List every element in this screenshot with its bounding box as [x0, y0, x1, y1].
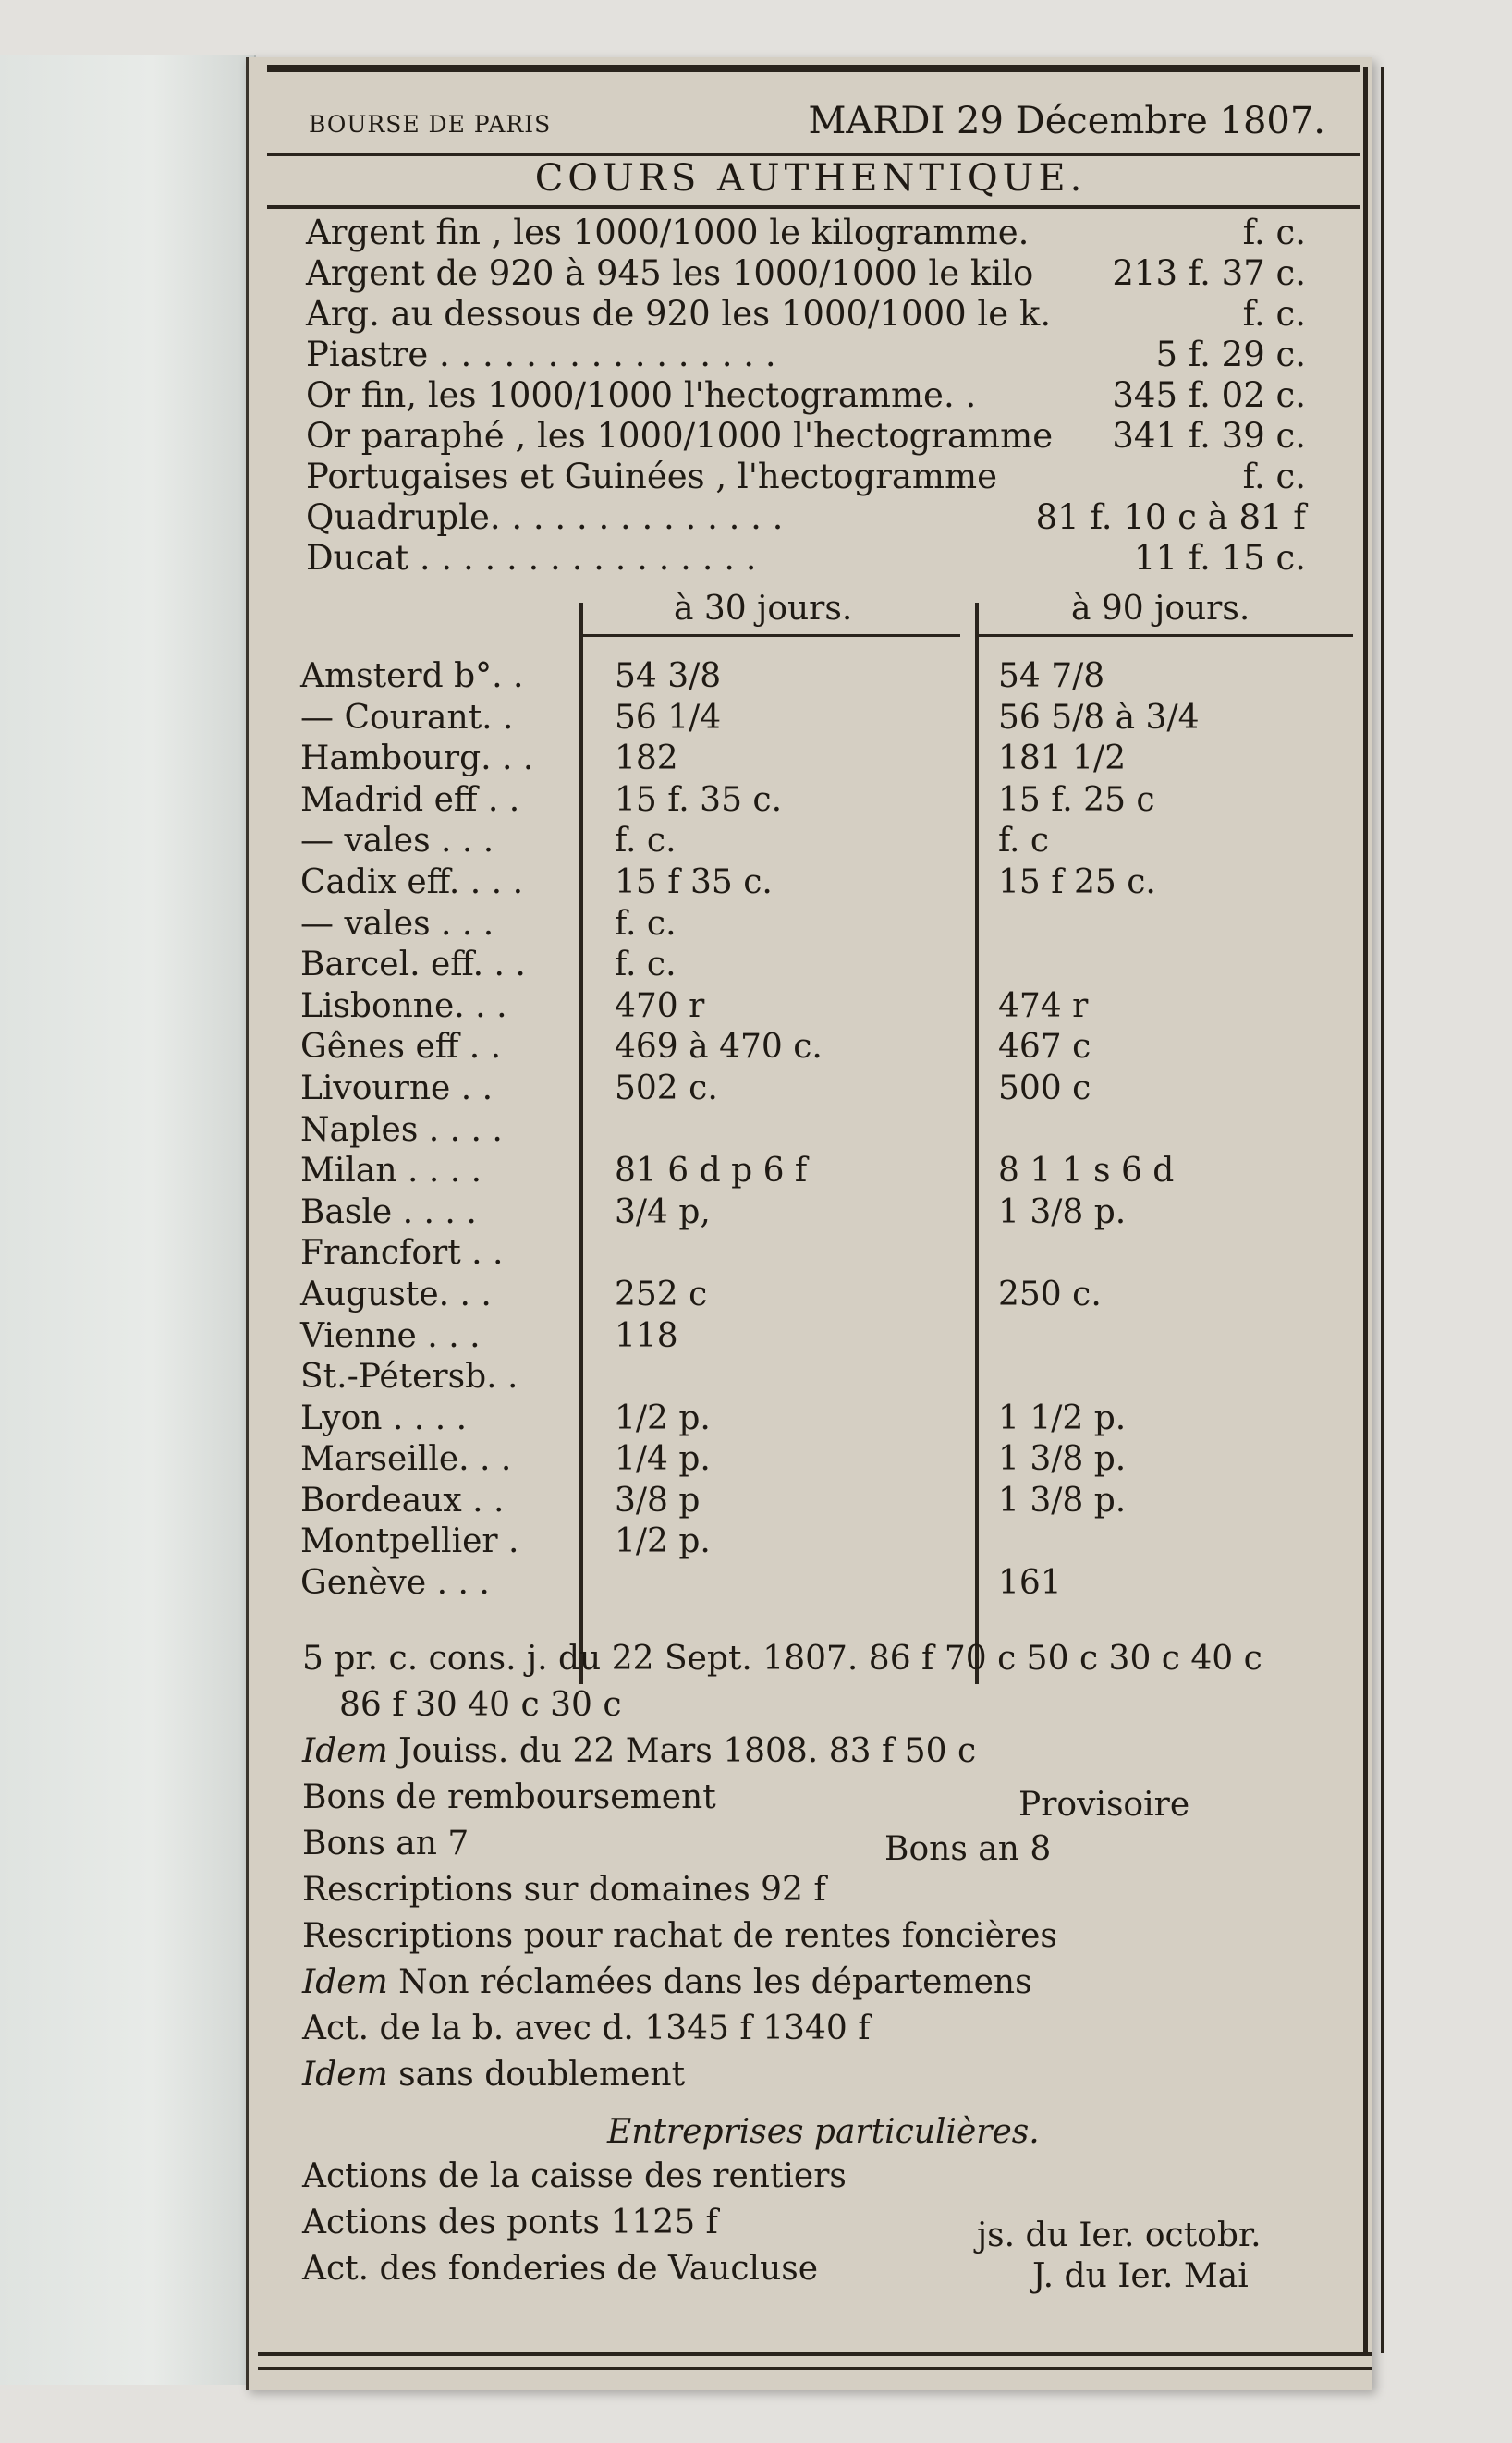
rentes-line — [302, 1960, 1347, 2006]
rate-30: 56 1/4 — [615, 698, 722, 737]
metal-label: Portugaises et Guinées , l'hectogramme — [306, 457, 998, 496]
metal-row — [306, 416, 1332, 457]
bons-an-7: Bons an 7 — [302, 1825, 469, 1863]
rate-30: 54 3/8 — [615, 657, 722, 695]
rate-90: 474 r — [998, 986, 1089, 1025]
rate-90: 181 1/2 — [998, 739, 1127, 778]
idem-label: Idem — [302, 1963, 388, 2001]
idem-label: Idem — [302, 1732, 388, 1770]
column-header-30-jours: à 30 jours. — [674, 590, 853, 628]
table-row — [300, 1357, 1354, 1399]
exchange-table — [300, 656, 1354, 1605]
rentes-line — [302, 1728, 1347, 1775]
table-row — [300, 1563, 1354, 1605]
rescriptions-rachat: Rescriptions pour rachat de rentes foncières — [302, 1917, 1057, 1955]
city-name: — Courant. . — [300, 698, 514, 737]
bons-remboursement: Bons de remboursement — [302, 1778, 716, 1816]
entreprises-heading: Entreprises particulières. — [607, 2113, 1040, 2151]
ponts-jouissance: js. du Ier. octobr. — [977, 2217, 1262, 2254]
city-name: Amsterd b°. . — [300, 657, 524, 695]
city-name: Barcel. eff. . . — [300, 946, 526, 984]
rate-30: 470 r — [615, 986, 705, 1025]
rate-90: 500 c — [998, 1069, 1091, 1107]
table-row — [300, 698, 1354, 739]
metal-price: f. c. — [1242, 213, 1306, 252]
metal-label: Arg. au dessous de 920 les 1000/1000 le k. — [306, 294, 1052, 334]
city-name: Bordeaux . . — [300, 1481, 505, 1520]
bons-an-8: Bons an 8 — [884, 1830, 1052, 1868]
metal-row — [306, 538, 1332, 579]
rate-30: 469 à 470 c. — [615, 1028, 823, 1067]
rate-90: f. c — [998, 822, 1050, 861]
table-row — [300, 821, 1354, 862]
rate-30: 502 c. — [615, 1069, 718, 1107]
rescriptions-domaines: Rescriptions sur domaines 92 f — [302, 1871, 826, 1909]
table-row — [300, 1439, 1354, 1481]
rentes-line — [302, 1682, 1347, 1728]
city-name: Vienne . . . — [300, 1316, 481, 1355]
metal-label: Ducat . . . . . . . . . . . . . . . . — [306, 538, 757, 578]
metal-label: Or fin, les 1000/1000 l'hectogramme. . — [306, 375, 977, 415]
city-name: Francfort . . — [300, 1234, 504, 1273]
table-row — [300, 1233, 1354, 1275]
rate-30: 3/8 p — [615, 1481, 701, 1520]
rentes-line — [302, 1913, 1347, 1960]
rate-90: 54 7/8 — [998, 657, 1105, 695]
rate-30: 1/2 p. — [615, 1522, 711, 1561]
table-row — [300, 656, 1354, 698]
city-name: Gênes eff . . — [300, 1028, 502, 1067]
table-row — [300, 1027, 1354, 1069]
header — [309, 96, 1325, 152]
rate-90: 56 5/8 à 3/4 — [998, 698, 1200, 737]
header-rule — [267, 153, 1360, 156]
metal-row — [306, 213, 1332, 253]
city-name: Lyon . . . . — [300, 1399, 468, 1437]
rate-30: 118 — [615, 1316, 678, 1355]
consolides-line: 5 pr. c. cons. j. du 22 Sept. 1807. 86 f 70 c 50 c 30 c 40 c — [302, 1640, 1262, 1678]
column-rule-30 — [581, 634, 960, 637]
metal-price: 11 f. 15 c. — [1133, 538, 1306, 578]
table-row — [300, 1481, 1354, 1522]
metal-price: f. c. — [1242, 294, 1306, 334]
table-row — [300, 1192, 1354, 1234]
rentes-line — [302, 1867, 1347, 1913]
rate-30: 1/2 p. — [615, 1399, 711, 1437]
rate-90: 467 c — [998, 1028, 1091, 1067]
fonderies-vaucluse: Act. des fonderies de Vaucluse — [302, 2250, 819, 2288]
metals-list — [306, 213, 1332, 579]
rate-90: 1 3/8 p. — [998, 1192, 1127, 1231]
sans-doublement: sans doublement — [398, 2056, 686, 2094]
city-name: Milan . . . . — [300, 1152, 482, 1191]
title-rule — [267, 205, 1360, 209]
metal-row — [306, 253, 1332, 294]
metal-price: 345 f. 02 c. — [1112, 375, 1306, 415]
table-row — [300, 739, 1354, 780]
idem-non-reclamees-line — [302, 1960, 1032, 2006]
fonderies-jouissance: J. du Ier. Mai — [1032, 2257, 1249, 2295]
idem-jouiss-line — [302, 1728, 976, 1775]
bottom-border — [258, 2352, 1372, 2370]
actions-ponts: Actions des ponts 1125 f — [302, 2204, 718, 2241]
rate-30: 1/4 p. — [615, 1440, 711, 1479]
rentes-line — [302, 1636, 1347, 1682]
table-row — [300, 1151, 1354, 1192]
city-name: Auguste. . . — [300, 1275, 492, 1313]
rate-30: 81 6 d p 6 f — [615, 1152, 808, 1191]
jouiss-text: Jouiss. du 22 Mars 1808. 83 f 50 c — [398, 1732, 977, 1770]
city-name: Hambourg. . . — [300, 739, 534, 778]
table-row — [300, 862, 1354, 904]
rate-90: 1 3/8 p. — [998, 1440, 1127, 1479]
metal-label: Quadruple. . . . . . . . . . . . . . — [306, 497, 784, 537]
metal-price: 341 f. 39 c. — [1112, 416, 1306, 456]
rate-30: f. c. — [615, 904, 677, 943]
city-name: Basle . . . . — [300, 1192, 477, 1231]
rate-30: f. c. — [615, 946, 677, 984]
rate-30: f. c. — [615, 822, 677, 861]
city-name: — vales . . . — [300, 904, 494, 943]
table-row — [300, 1069, 1354, 1110]
table-row — [300, 1110, 1354, 1152]
rentes-section — [302, 1636, 1347, 2295]
metal-row — [306, 294, 1332, 335]
consolides-line-cont: 86 f 30 40 c 30 c — [339, 1686, 622, 1724]
newspaper-page — [246, 57, 1372, 2390]
table-row — [300, 1275, 1354, 1316]
city-name: Montpellier . — [300, 1522, 519, 1561]
metal-price: 213 f. 37 c. — [1112, 253, 1306, 293]
metal-row — [306, 457, 1332, 497]
rentes-line — [302, 1821, 1347, 1867]
metal-price: 81 f. 10 c à 81 f — [1035, 497, 1306, 537]
city-name: Cadix eff. . . . — [300, 862, 524, 901]
rate-90: 1 1/2 p. — [998, 1399, 1127, 1437]
column-rule-90 — [979, 634, 1353, 637]
rentes-line — [302, 1775, 1347, 1824]
rate-30: 182 — [615, 739, 678, 778]
metal-label: Argent de 920 à 945 les 1000/1000 le kilo — [306, 253, 1034, 293]
table-row — [300, 945, 1354, 986]
city-name: Lisbonne. . . — [300, 986, 507, 1025]
metal-row — [306, 497, 1332, 538]
provisoire-label: Provisoire — [1018, 1786, 1190, 1824]
city-name: Livourne . . — [300, 1069, 494, 1107]
rate-90: 8 1 1 s 6 d — [998, 1152, 1175, 1191]
idem-sans-line — [302, 2052, 685, 2098]
table-row — [300, 780, 1354, 822]
binding-fold — [0, 55, 256, 2385]
rentes-line — [302, 2098, 1347, 2154]
rate-30: 252 c — [615, 1275, 708, 1313]
table-row — [300, 1316, 1354, 1358]
idem-label: Idem — [302, 2056, 388, 2094]
metal-label: Argent fin , les 1000/1000 le kilogramme. — [306, 213, 1030, 252]
city-name: — vales . . . — [300, 822, 494, 861]
rate-30: 15 f 35 c. — [615, 862, 773, 901]
metal-label: Piastre . . . . . . . . . . . . . . . . — [306, 335, 776, 374]
rate-90: 161 — [998, 1564, 1062, 1603]
metal-row — [306, 375, 1332, 416]
table-row — [300, 986, 1354, 1028]
metal-price: f. c. — [1242, 457, 1306, 496]
column-header-90-jours: à 90 jours. — [1071, 590, 1250, 628]
city-name: St.-Pétersb. . — [300, 1358, 518, 1397]
right-border — [1363, 67, 1384, 2353]
table-row — [300, 1399, 1354, 1440]
page-title: COURS AUTHENTIQUE. — [534, 157, 1087, 200]
rentes-line — [302, 2200, 1347, 2254]
rentes-line — [302, 2052, 1347, 2098]
rate-30: 15 f. 35 c. — [615, 780, 783, 819]
caisse-rentiers: Actions de la caisse des rentiers — [302, 2157, 847, 2195]
table-row — [300, 1521, 1354, 1563]
rate-90: 15 f 25 c. — [998, 862, 1156, 901]
city-name: Naples . . . . — [300, 1110, 503, 1149]
date-line: MARDI 29 Décembre 1807. — [808, 100, 1325, 142]
rate-90: 15 f. 25 c — [998, 780, 1155, 819]
metal-price: 5 f. 29 c. — [1155, 335, 1306, 374]
rate-90: 1 3/8 p. — [998, 1481, 1127, 1520]
city-name: Madrid eff . . — [300, 780, 520, 819]
metal-row — [306, 335, 1332, 375]
rate-90: 250 c. — [998, 1275, 1102, 1313]
city-name: Genève . . . — [300, 1564, 490, 1603]
bourse-label: BOURSE DE PARIS — [309, 111, 552, 138]
city-name: Marseille. . . — [300, 1440, 512, 1479]
metal-label: Or paraphé , les 1000/1000 l'hectogramme — [306, 416, 1054, 456]
actions-banque: Act. de la b. avec d. 1345 f 1340 f — [302, 2009, 871, 2047]
rentes-line — [302, 2006, 1347, 2052]
rate-30: 3/4 p, — [615, 1192, 711, 1231]
rentes-line — [302, 2154, 1347, 2200]
non-reclamees: Non réclamées dans les départemens — [398, 1963, 1032, 2001]
table-row — [300, 904, 1354, 946]
rentes-line — [302, 2246, 1347, 2295]
top-border — [267, 65, 1360, 72]
